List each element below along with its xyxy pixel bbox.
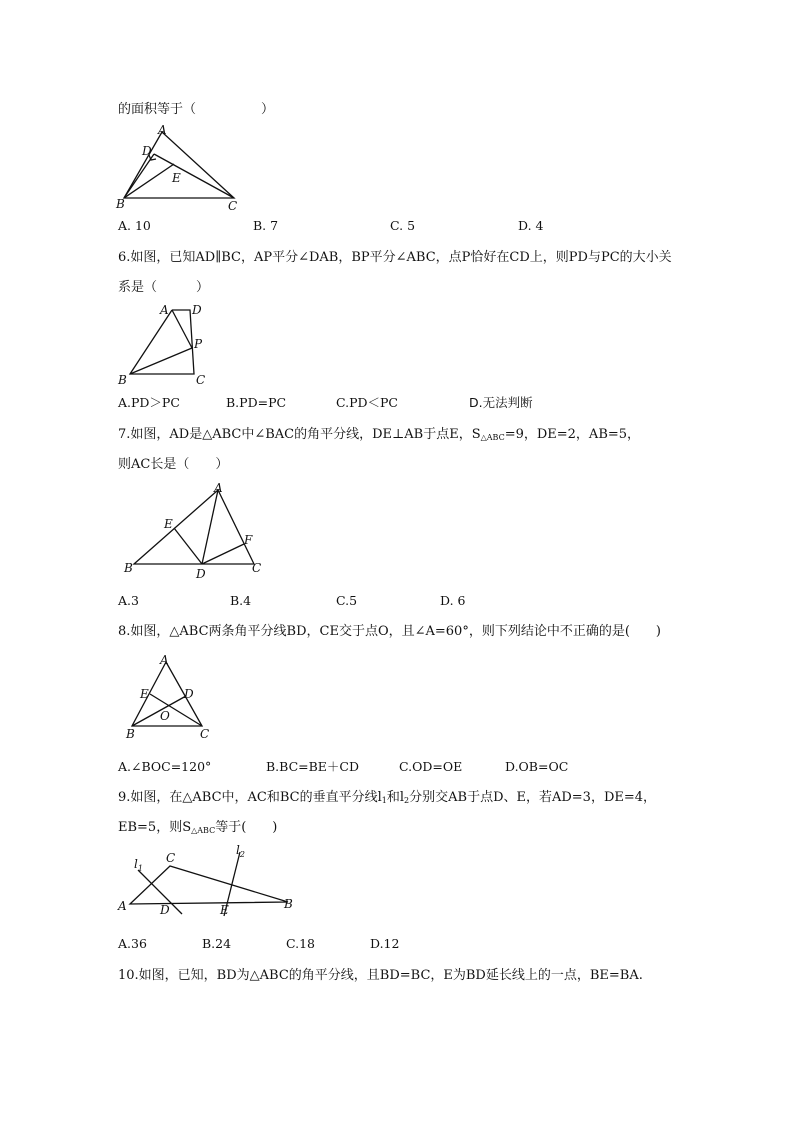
q7-text-post: =9，DE=2，AB=5，: [504, 427, 641, 442]
q7-segment-de: [174, 528, 202, 564]
q7-segment-ad: [202, 490, 218, 564]
q8-question-line1: 8.如图，△ABC两条角平分线BD，CE交于点O，且∠A=60°，则下列结论中不正确的是( ): [118, 624, 661, 639]
q7-option-c[interactable]: C.5: [336, 593, 358, 608]
q5-label-d: D: [142, 144, 152, 158]
q6-option-c[interactable]: C.PD＜PC: [336, 395, 398, 410]
q6-figure: [116, 302, 216, 388]
q9-label-d: D: [160, 903, 170, 917]
q9-subscript-1: 1: [381, 796, 387, 805]
q8-label-e: E: [140, 687, 149, 701]
q9-question-line2: [118, 820, 277, 839]
q7-question-line1: [118, 427, 640, 446]
q7-segment-df: [202, 544, 244, 564]
q7-label-e: E: [164, 517, 173, 531]
q8-label-d: D: [184, 687, 194, 701]
q9-label-l2: $l_2$: [236, 843, 245, 859]
q5-option-c[interactable]: C. 5: [390, 218, 416, 233]
q9-option-d[interactable]: D.12: [370, 936, 400, 951]
q5-segment-be: [124, 164, 174, 198]
q8-option-c[interactable]: C.OD=OE: [399, 759, 463, 774]
q9-subscript-2: 2: [404, 796, 410, 805]
q8-label-c: C: [200, 727, 210, 741]
q5-option-b[interactable]: B. 7: [253, 218, 279, 233]
q7-option-a[interactable]: A.3: [118, 593, 139, 608]
q6-option-a[interactable]: A.PD＞PC: [118, 395, 180, 410]
q9-text-mid: 和l: [386, 790, 405, 805]
q6-segment-ap: [172, 310, 192, 348]
q6-label-c: C: [196, 373, 206, 387]
q5-question-tail: 的面积等于（ ）: [118, 102, 275, 117]
q7-area-subscript: △ABC: [480, 433, 505, 442]
q7-figure: [122, 481, 272, 581]
q8-option-d[interactable]: D.OB=OC: [505, 759, 569, 774]
q7-label-c: C: [252, 561, 262, 575]
q9-label-c: C: [166, 851, 176, 865]
q8-figure: [122, 652, 212, 742]
q8-label-b: B: [126, 727, 135, 741]
q6-question-line2: 系是（ ）: [118, 280, 210, 295]
q9-option-a[interactable]: A.36: [118, 936, 147, 951]
q9-area-subscript: △ABC: [191, 826, 216, 835]
q6-label-d: D: [192, 303, 202, 317]
q8-bisector-ce: [150, 694, 202, 726]
q7-option-d[interactable]: D. 6: [440, 593, 466, 608]
q7-label-f: F: [244, 533, 253, 547]
q5-label-e: E: [172, 171, 181, 185]
q7-label-b: B: [124, 561, 133, 575]
q10-question-line1: 10.如图，已知，BD为△ABC的角平分线，且BD=BC，E为BD延长线上的一点，BE=BA.: [118, 968, 643, 983]
q7-text-pre: 7.如图，AD是△ABC中∠BAC的角平分线，DE⊥AB于点E，S: [118, 427, 481, 442]
q5-triangle-abc: [124, 132, 234, 198]
q7-option-b[interactable]: B.4: [230, 593, 252, 608]
q9-label-e: E: [220, 903, 229, 917]
q8-option-a[interactable]: A.∠BOC=120°: [118, 759, 212, 774]
q8-option-b[interactable]: B.BC=BE＋CD: [266, 759, 360, 774]
q8-label-o: O: [160, 709, 170, 723]
q6-label-a: A: [160, 303, 169, 317]
q9-text2-pre: EB=5，则S: [118, 820, 192, 835]
q5-label-a: A: [158, 123, 167, 137]
q7-label-a: A: [214, 481, 223, 495]
q6-option-d[interactable]: D.无法判断: [469, 395, 533, 410]
q9-option-c[interactable]: C.18: [286, 936, 315, 951]
q9-question-line1: [118, 790, 656, 809]
q5-figure: [112, 124, 242, 214]
q6-label-p: P: [194, 337, 203, 351]
q5-option-a[interactable]: A. 10: [118, 218, 151, 233]
q9-label-l1: $l_1$: [134, 857, 143, 873]
q8-label-a: A: [160, 653, 169, 667]
q5-label-c: C: [228, 199, 238, 213]
q9-label-b: B: [284, 897, 293, 911]
q9-option-b[interactable]: B.24: [202, 936, 232, 951]
q7-label-d: D: [196, 567, 206, 581]
q6-question-line1: 6.如图，已知AD∥BC，AP平分∠DAB，BP平分∠ABC，点P恰好在CD上，则PD与PC的大小关: [118, 250, 672, 265]
q5-option-d[interactable]: D. 4: [518, 218, 544, 233]
q9-text-pre: 9.如图，在△ABC中，AC和BC的垂直平分线l: [118, 790, 382, 805]
q6-label-b: B: [118, 373, 127, 387]
q9-text2-post: 等于( ): [215, 820, 278, 835]
q7-question-line2: 则AC长是（ ）: [118, 457, 229, 472]
q9-text-post: 分别交AB于点D、E，若AD=3，DE=4，: [409, 790, 657, 805]
q9-figure: [116, 842, 306, 922]
q5-segment-bd: [124, 154, 154, 198]
q6-option-b[interactable]: B.PD=PC: [226, 395, 287, 410]
q9-label-a: A: [118, 899, 127, 913]
q5-label-b: B: [116, 197, 125, 211]
q6-quadrilateral-abcd: [130, 310, 194, 374]
